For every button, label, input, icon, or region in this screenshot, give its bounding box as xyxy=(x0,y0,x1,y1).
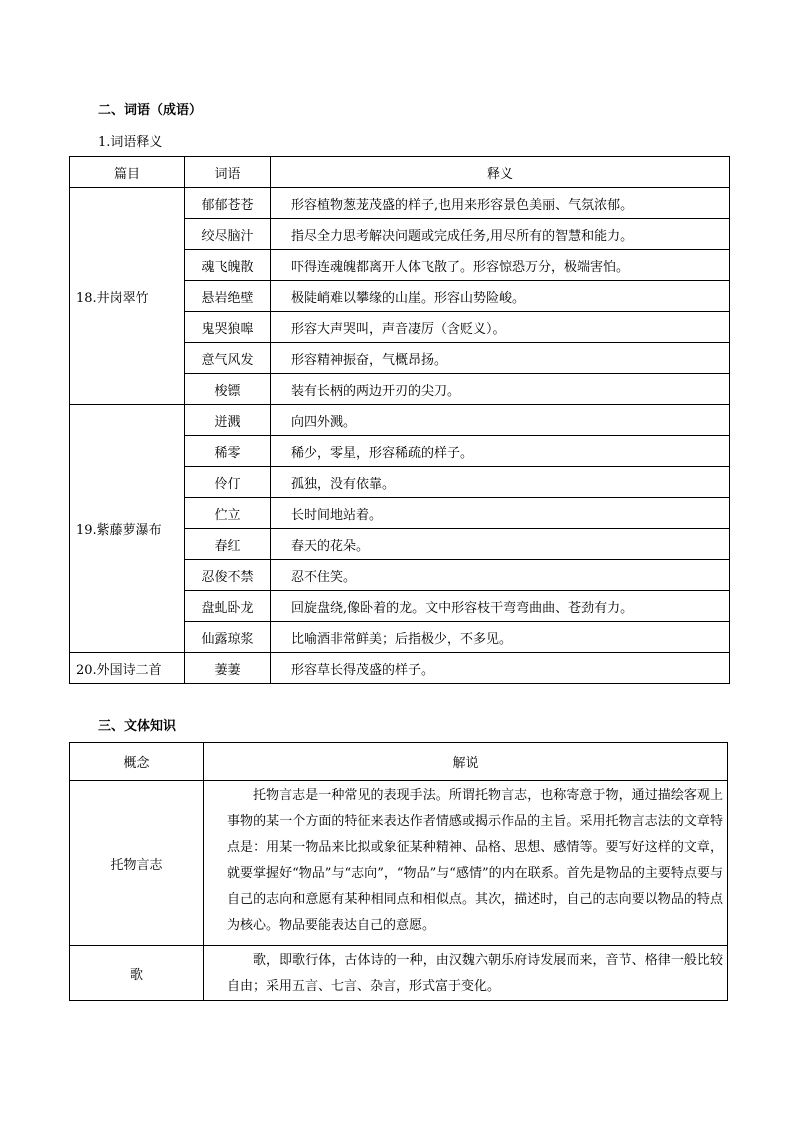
section-heading-vocabulary: 二、词语（成语） xyxy=(98,103,203,118)
meaning-cell: 长时间地站着。 xyxy=(271,498,730,529)
meaning-cell: 回旋盘绕,像卧着的龙。文中形容枝干弯弯曲曲、苍劲有力。 xyxy=(271,591,730,622)
subheading-word-meanings: 1.词语释义 xyxy=(98,135,163,150)
word-cell: 绞尽脑汁 xyxy=(185,219,271,250)
header-word: 词语 xyxy=(185,157,271,188)
table-row xyxy=(70,653,730,684)
meaning-cell: 装有长柄的两边开刃的尖刀。 xyxy=(271,374,730,405)
word-cell: 萋萋 xyxy=(185,653,271,684)
word-cell: 迸溅 xyxy=(185,405,271,436)
meaning-cell: 比喻酒非常鲜美；后指极少，不多见。 xyxy=(271,622,730,653)
meaning-cell: 稀少，零星，形容稀疏的样子。 xyxy=(271,436,730,467)
word-cell: 伫立 xyxy=(185,498,271,529)
meaning-cell: 春天的花朵。 xyxy=(271,529,730,560)
word-cell: 伶仃 xyxy=(185,467,271,498)
table-row xyxy=(70,946,728,1001)
concept-cell: 歌 xyxy=(70,946,204,1001)
header-explanation: 解说 xyxy=(204,743,728,781)
table-header-row xyxy=(70,157,730,188)
table-row xyxy=(70,781,728,946)
word-cell: 鬼哭狼嗥 xyxy=(185,312,271,343)
genre-knowledge-table xyxy=(69,742,728,1001)
word-cell: 稀零 xyxy=(185,436,271,467)
word-cell: 意气风发 xyxy=(185,343,271,374)
meaning-cell: 形容植物葱茏茂盛的样子,也用来形容景色美丽、气氛浓郁。 xyxy=(271,188,730,219)
vocabulary-table xyxy=(69,156,730,684)
word-cell: 梭镖 xyxy=(185,374,271,405)
header-article: 篇目 xyxy=(70,157,185,188)
word-cell: 魂飞魄散 xyxy=(185,250,271,281)
meaning-cell: 指尽全力思考解决问题或完成任务,用尽所有的智慧和能力。 xyxy=(271,219,730,250)
explanation-cell xyxy=(204,781,728,946)
header-meaning: 释义 xyxy=(271,157,730,188)
meaning-cell: 忍不住笑。 xyxy=(271,560,730,591)
explanation-text: 歌，即歌行体，古体诗的一种，由汉魏六朝乐府诗发展而来，音节、格律一般比较自由；采用五言、七言、杂言，形式富于变化。 xyxy=(227,953,723,994)
header-concept: 概念 xyxy=(70,743,204,781)
table-row xyxy=(70,405,730,436)
article-cell: 19.紫藤萝瀑布 xyxy=(70,405,185,653)
word-cell: 郁郁苍苍 xyxy=(185,188,271,219)
meaning-cell: 吓得连魂魄都离开人体飞散了。形容惊恐万分，极端害怕。 xyxy=(271,250,730,281)
table-row xyxy=(70,188,730,219)
table-header-row xyxy=(70,743,728,781)
meaning-cell: 形容大声哭叫，声音凄厉（含贬义）。 xyxy=(271,312,730,343)
section-heading-genre-knowledge: 三、文体知识 xyxy=(98,719,177,734)
meaning-cell: 形容草长得茂盛的样子。 xyxy=(271,653,730,684)
meaning-cell: 孤独，没有依靠。 xyxy=(271,467,730,498)
explanation-text: 托物言志是一种常见的表现手法。所谓托物言志，也称寄意于物，通过描绘客观上事物的某一个方面的特征来表达作者情感或揭示作品的主旨。采用托物言志法的文章特点是：用某一物品来比拟或象征某种精神、品格、思想、感情等。要写好这样的文章，就要掌握好“物品”与“志向”，“物品”与“感情”的内在联系。首先是物品的主要特点要与自己的志向和意愿有某种相同点和相似点。其次，描述时，自己的志向要以物品的特点为核心。物品要能表达自己的意愿。 xyxy=(227,788,723,933)
word-cell: 仙露琼浆 xyxy=(185,622,271,653)
article-cell: 18.井岗翠竹 xyxy=(70,188,185,405)
meaning-cell: 向四外溅。 xyxy=(271,405,730,436)
word-cell: 春红 xyxy=(185,529,271,560)
meaning-cell: 极陡峭难以攀缘的山崖。形容山势险峻。 xyxy=(271,281,730,312)
word-cell: 盘虬卧龙 xyxy=(185,591,271,622)
article-cell: 20.外国诗二首 xyxy=(70,653,185,684)
word-cell: 悬岩绝壁 xyxy=(185,281,271,312)
explanation-cell xyxy=(204,946,728,1001)
meaning-cell: 形容精神振奋，气概昂扬。 xyxy=(271,343,730,374)
concept-cell: 托物言志 xyxy=(70,781,204,946)
word-cell: 忍俊不禁 xyxy=(185,560,271,591)
